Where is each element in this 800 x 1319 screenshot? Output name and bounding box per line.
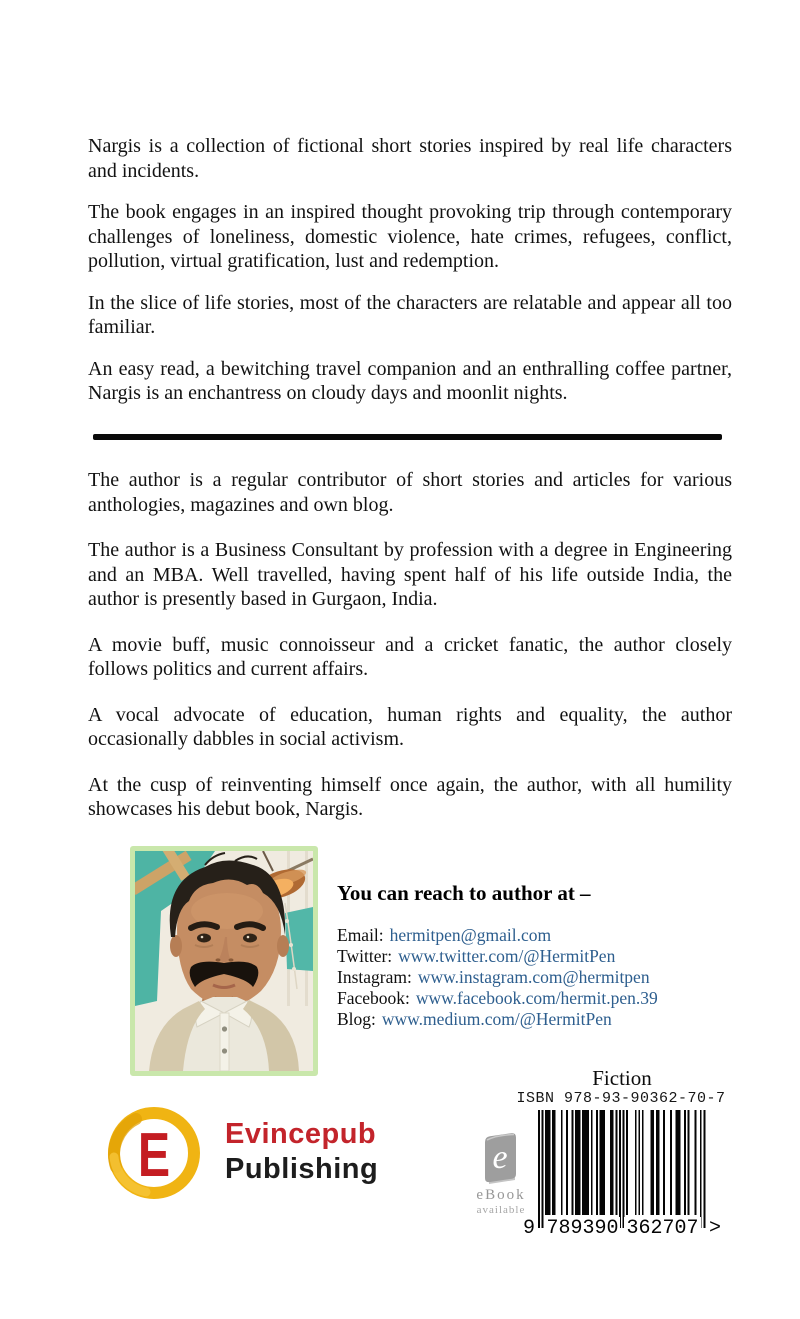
author-bio-section bbox=[88, 468, 732, 822]
barcode bbox=[525, 1110, 727, 1242]
genre-label: Fiction bbox=[592, 1066, 652, 1090]
ebook-sublabel: available bbox=[476, 1204, 526, 1216]
contact-link-blog[interactable]: www.medium.com/@HermitPen bbox=[381, 1009, 612, 1029]
section-divider bbox=[93, 434, 722, 440]
barcode-lead-digit: 9 bbox=[523, 1217, 536, 1240]
publisher-logo bbox=[106, 1104, 406, 1216]
contact-link-twitter[interactable]: www.twitter.com/@HermitPen bbox=[398, 946, 616, 966]
bio-paragraph: At the cusp of reinventing himself once again, the author, with all humility showcases his debut book, Nargis. bbox=[88, 773, 732, 820]
synopsis-paragraph: The book engages in an inspired thought provoking trip through contemporary challenges of loneliness, domestic violence, hate crimes, refugees, conflict, pollution, virtual gratification, lust and redemption. bbox=[88, 201, 732, 272]
contact-section bbox=[337, 881, 757, 1030]
publisher-type: Publishing bbox=[225, 1153, 379, 1185]
contact-row-email bbox=[337, 925, 757, 946]
contact-heading: You can reach to author at – bbox=[337, 881, 591, 905]
contact-row-facebook bbox=[337, 988, 757, 1009]
isbn-number: ISBN 978-93-90362-70-7 bbox=[516, 1090, 726, 1107]
bio-paragraph: A movie buff, music connoisseur and a cricket fanatic, the author closely follows politics and current affairs. bbox=[88, 633, 732, 680]
barcode-digit-group-1: 789390 bbox=[546, 1217, 619, 1240]
contact-row-instagram bbox=[337, 967, 757, 988]
bio-paragraph: The author is a Business Consultant by profession with a degree in Engineering and an MBA. Well travelled, having spent half of his life outside India, the author is presently based in Gurgaon, India. bbox=[88, 539, 732, 610]
barcode-digit-group-2: 362707 bbox=[624, 1217, 701, 1241]
contact-label: Twitter: bbox=[337, 946, 393, 966]
barcode-trailer: > bbox=[709, 1217, 722, 1240]
synopsis-paragraph: In the slice of life stories, most of the characters are relatable and appear all too familiar. bbox=[88, 291, 732, 338]
ebook-label: eBook bbox=[476, 1187, 526, 1203]
publisher-wordmark bbox=[225, 1118, 378, 1185]
contact-row-blog bbox=[337, 1009, 757, 1030]
synopsis-paragraph: An easy read, a bewitching travel companion and an enthralling coffee partner, Nargis is an enchantress on cloudy days and moonlit nights. bbox=[88, 357, 732, 404]
contact-link-facebook[interactable]: www.facebook.com/hermit.pen.39 bbox=[415, 988, 658, 1008]
contact-label: Blog: bbox=[337, 1009, 376, 1029]
author-photo bbox=[130, 846, 318, 1076]
contact-label: Facebook: bbox=[337, 988, 410, 1008]
bio-paragraph: The author is a regular contributor of short stories and articles for various anthologies, magazines and own blog. bbox=[88, 469, 732, 516]
contact-list bbox=[337, 925, 757, 1030]
bio-paragraph: A vocal advocate of education, human rights and equality, the author occasionally dabbles in social activism. bbox=[88, 703, 732, 750]
ebook-badge bbox=[466, 1130, 536, 1216]
synopsis-section bbox=[88, 134, 732, 406]
contact-label: Instagram: bbox=[337, 967, 412, 987]
contact-link-instagram[interactable]: www.instagram.com@hermitpen bbox=[417, 967, 650, 987]
contact-row-twitter bbox=[337, 946, 757, 967]
ebook-icon-letter: e bbox=[492, 1139, 508, 1176]
publisher-ring-icon bbox=[106, 1105, 202, 1201]
contact-label: Email: bbox=[337, 925, 384, 945]
publisher-logo-letter: E bbox=[137, 1120, 171, 1190]
contact-link-email[interactable]: hermitpen@gmail.com bbox=[389, 925, 552, 945]
author-photo-image bbox=[135, 851, 313, 1071]
ebook-icon bbox=[475, 1130, 527, 1186]
synopsis-paragraph: Nargis is a collection of fictional short stories inspired by real life characters and incidents. bbox=[88, 135, 732, 182]
publisher-name: Evincepub bbox=[225, 1118, 377, 1150]
